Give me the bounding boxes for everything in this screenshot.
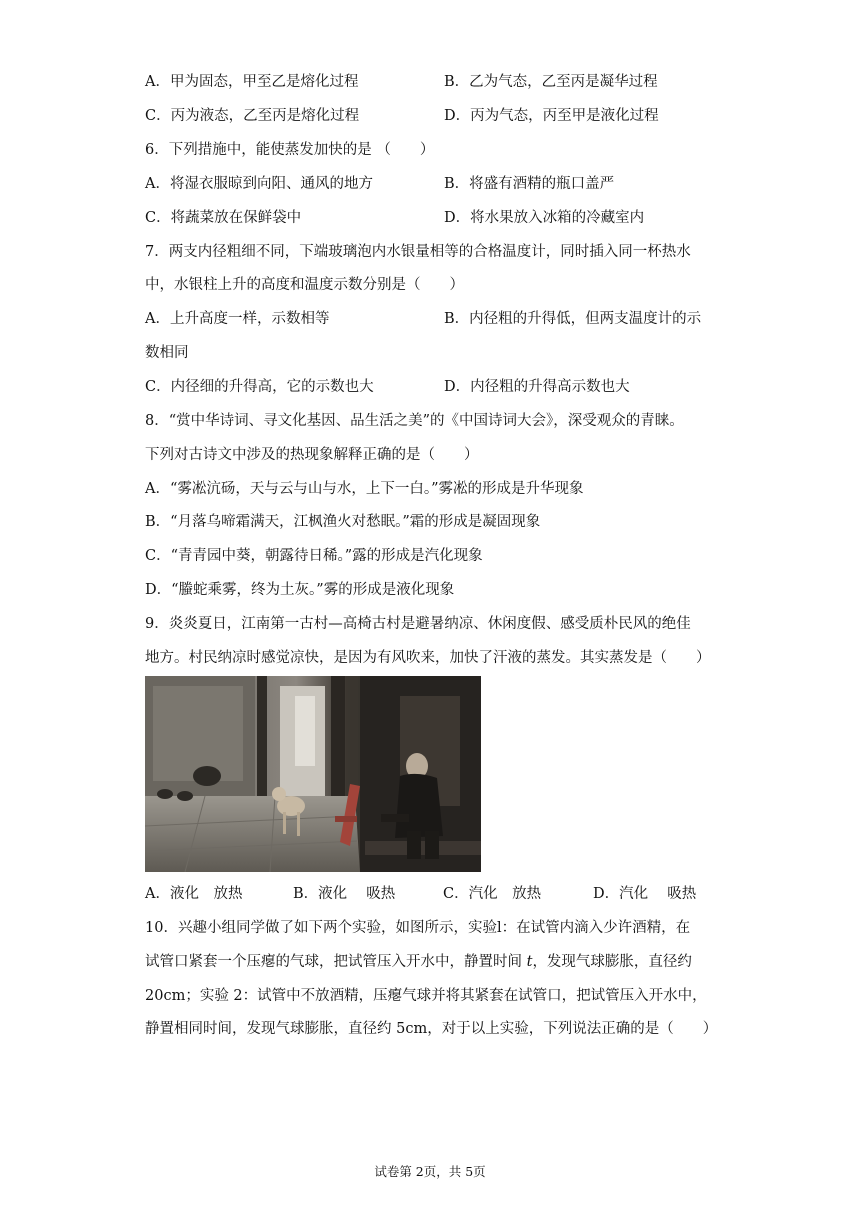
- q8-option-b: B．“月落乌啼霜满天，江枫渔火对愁眠。”霜的形成是凝固现象: [145, 514, 541, 530]
- q5-option-c: C．丙为液态，乙至丙是熔化过程: [145, 108, 360, 124]
- q8-option-c: C．“青青园中葵，朝露待日稀。”露的形成是汽化现象: [145, 548, 483, 564]
- q6-option-a: A．将湿衣服晾到向阳、通风的地方: [145, 176, 373, 192]
- q8-option-d: D．“螣蛇乘雾，终为土灰。”雾的形成是液化现象: [145, 582, 455, 598]
- q8-stem-line1: 8．“赏中华诗词、寻文化基因、品生活之美”的《中国诗词大会》，深受观众的青睐。: [145, 413, 684, 429]
- q6-option-d: D．将水果放入冰箱的冷藏室内: [444, 210, 645, 226]
- q9-option-c: C．汽化 放热: [443, 886, 542, 902]
- q9-option-b: B．液化 吸热: [293, 886, 396, 902]
- q8-stem-line2: 下列对古诗文中涉及的热现象解释正确的是（ ）: [145, 447, 479, 463]
- page-footer: 试卷第 2页，共 5页: [374, 1164, 486, 1179]
- q7-option-c: C．内径细的升得高，它的示数也大: [145, 379, 374, 395]
- q7-stem-line1: 7．两支内径粗细不同，下端玻璃泡内水银量相等的合格温度计，同时插入同一杯热水: [145, 244, 691, 260]
- q10-time-variable: t: [526, 954, 533, 970]
- q5-option-b: B．乙为气态，乙至丙是凝华过程: [444, 74, 658, 90]
- q8-option-a: A．“雾凇沆砀，天与云与山与水，上下一白。”雾凇的形成是升华现象: [145, 481, 584, 497]
- village-photo: [145, 676, 481, 872]
- q6-option-b: B．将盛有酒精的瓶口盖严: [444, 176, 615, 192]
- q9-option-d: D．汽化 吸热: [593, 886, 697, 902]
- q5-option-d: D．丙为气态，丙至甲是液化过程: [444, 108, 659, 124]
- q10-stem-line3: 20cm；实验 2：试管中不放酒精，压瘪气球并将其紧套在试管口，把试管压入开水中，: [145, 988, 707, 1004]
- q7-stem-line2: 中，水银柱上升的高度和温度示数分别是（ ）: [145, 277, 464, 293]
- q6-stem: 6．下列措施中，能使蒸发加快的是 （ ）: [145, 142, 435, 158]
- q7-option-b: B．内径粗的升得低，但两支温度计的示: [444, 311, 702, 327]
- q5-option-a: A．甲为固态，甲至乙是熔化过程: [145, 74, 359, 90]
- q9-option-a: A．液化 放热: [145, 886, 243, 902]
- q9-stem-line1: 9．炎炎夏日，江南第一古村—高椅古村是避暑纳凉、休闲度假、感受质朴民风的绝佳: [145, 616, 691, 632]
- q10-stem-line4: 静置相同时间，发现气球膨胀，直径约 5cm，对于以上实验，下列说法正确的是（ ）: [145, 1021, 718, 1037]
- q7-option-d: D．内径粗的升得高示数也大: [444, 379, 630, 395]
- q10-stem-line1: 10．兴趣小组同学做了如下两个实验，如图所示，实验l：在试管内滴入少许酒精，在: [145, 920, 691, 936]
- q10-stem-line2: [145, 952, 692, 972]
- q7-option-a: A．上升高度一样，示数相等: [145, 311, 330, 327]
- q7-option-b-continued: 数相同: [145, 345, 189, 361]
- q6-option-c: C．将蔬菜放在保鲜袋中: [145, 210, 302, 226]
- q10-stem-line2-part1: 试管口紧套一个压瘪的气球，把试管压入开水中，静置时间: [145, 954, 527, 970]
- q9-stem-line2: 地方。村民纳凉时感觉凉快，是因为有风吹来，加快了汗液的蒸发。其实蒸发是（ ）: [145, 650, 711, 666]
- q10-stem-line2-part2: ，发现气球膨胀，直径约: [532, 954, 692, 970]
